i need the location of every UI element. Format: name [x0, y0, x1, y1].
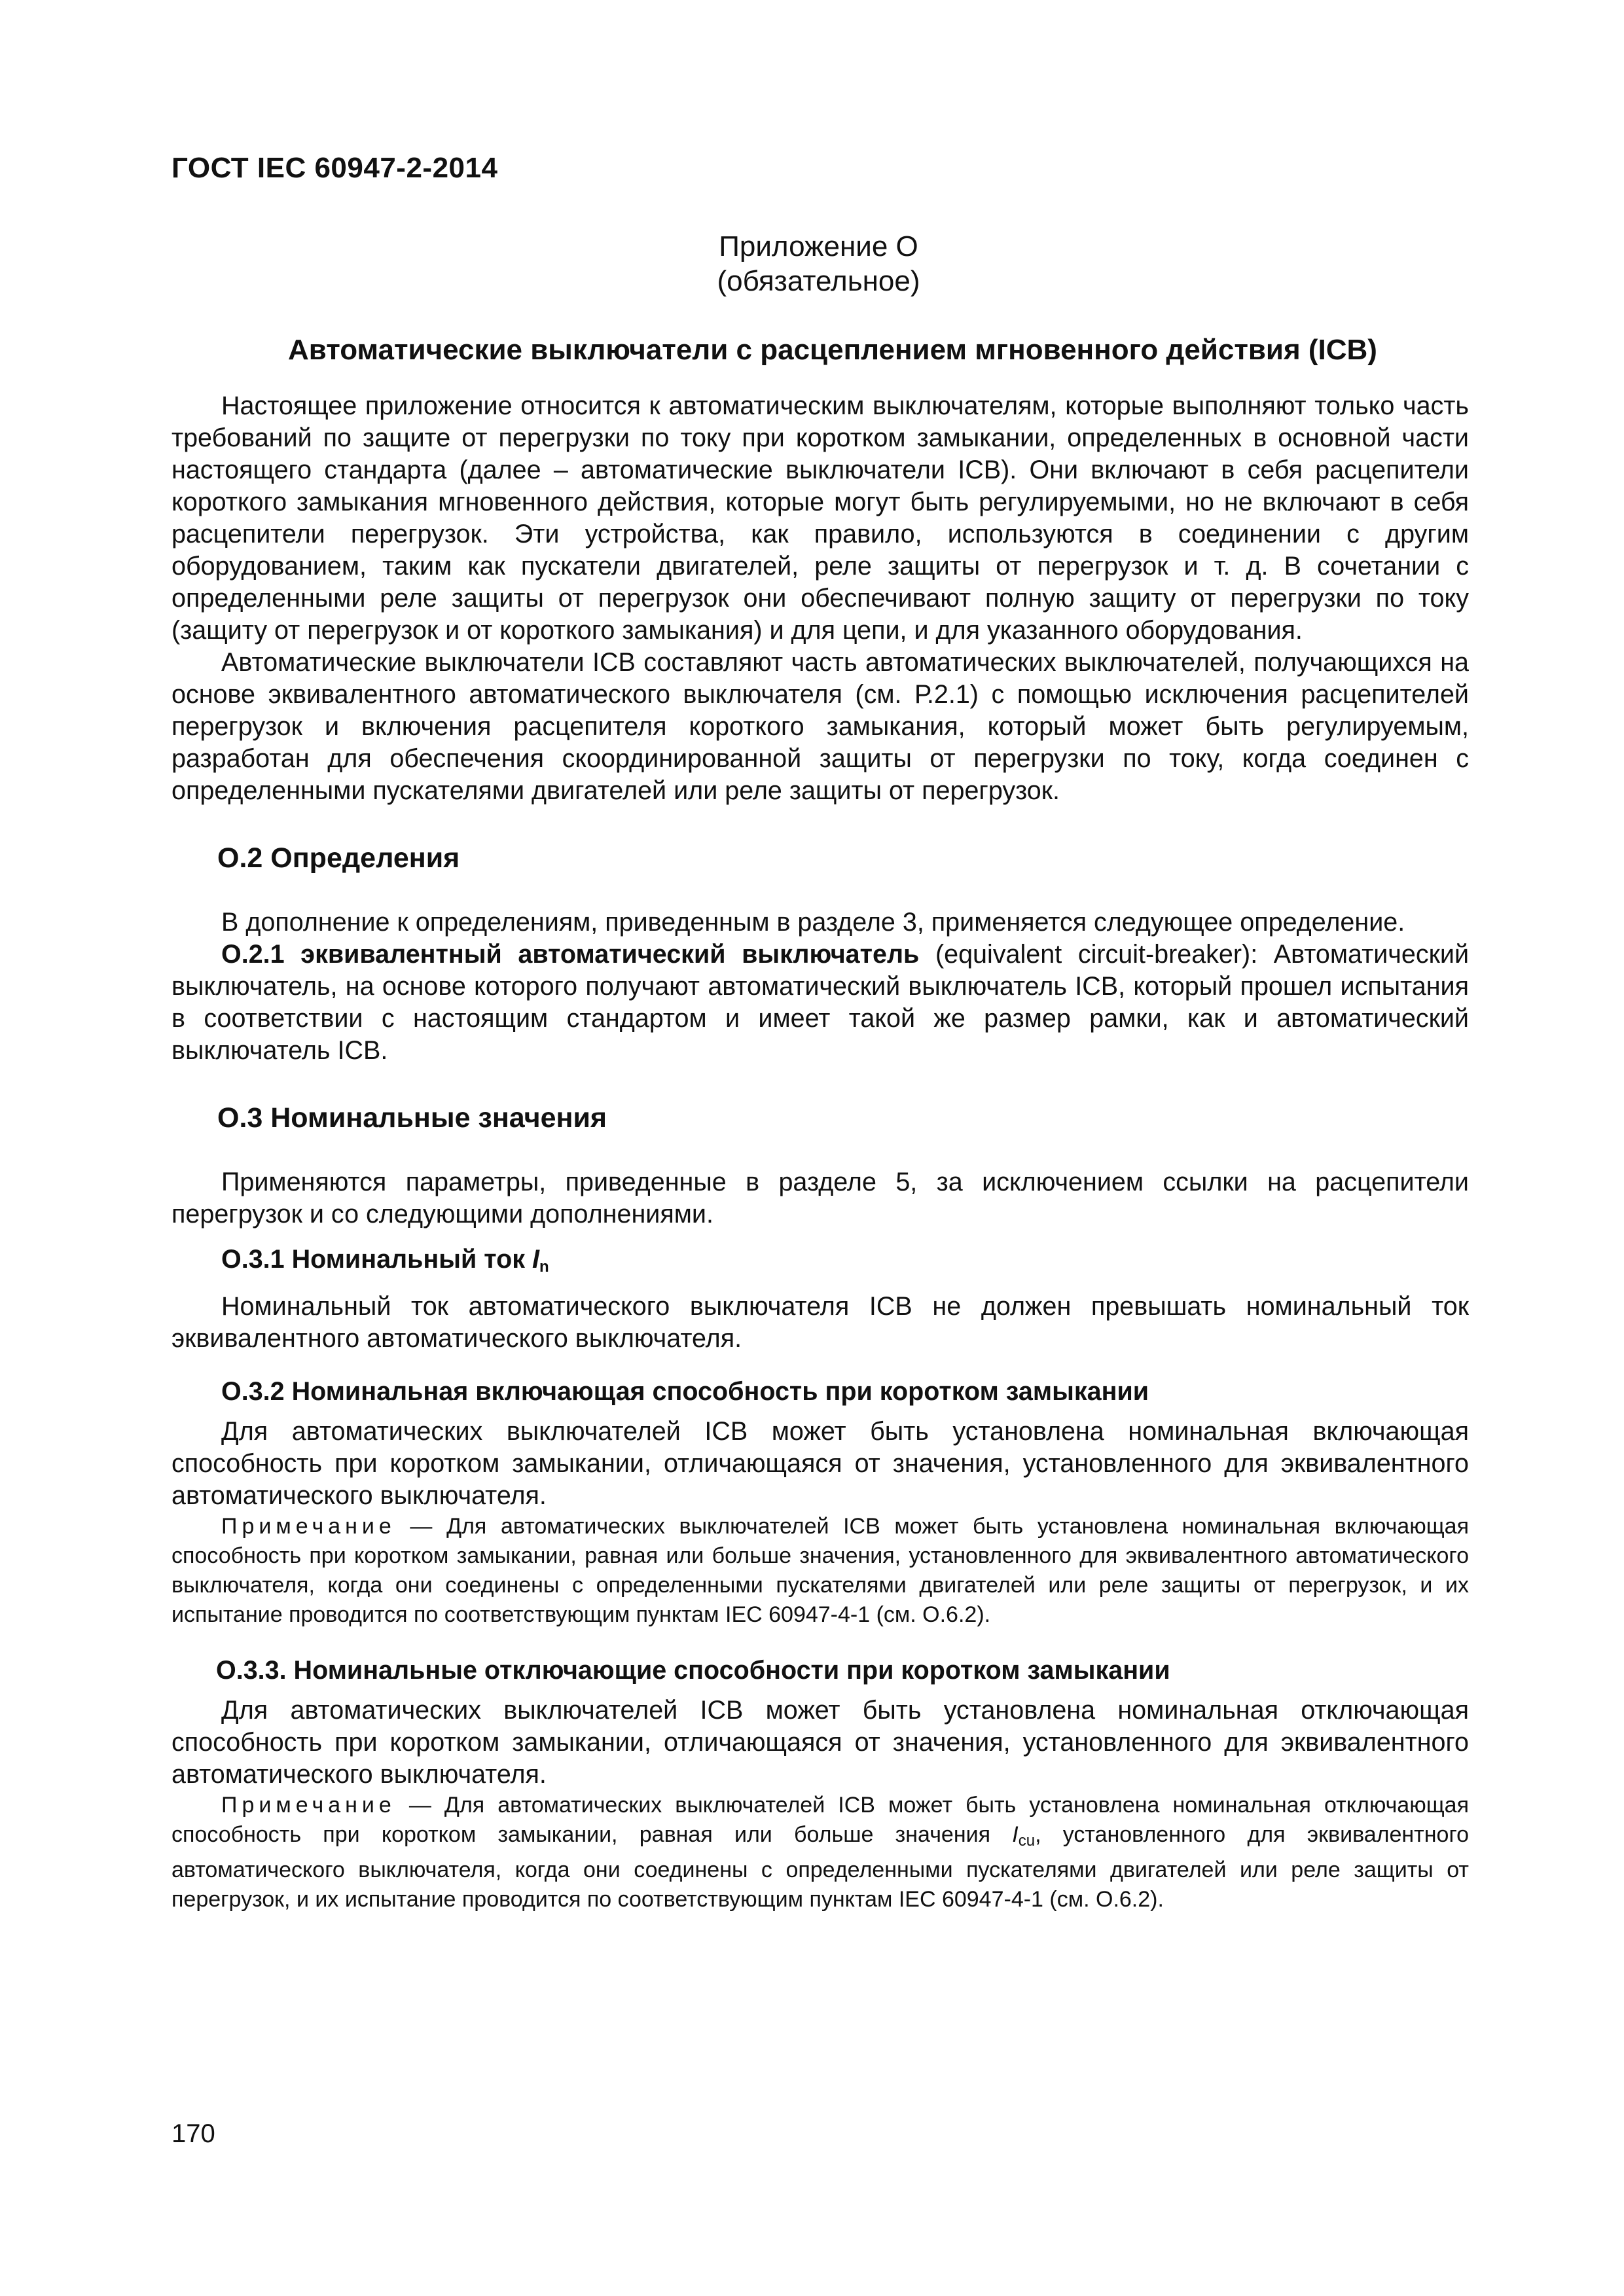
section-o31-title: О.3.1 Номинальный ток — [221, 1245, 525, 1274]
note-label: Примечание — [221, 1793, 396, 1818]
section-o31-heading — [221, 1244, 1469, 1283]
rated-current-symbol: I — [532, 1245, 539, 1274]
section-o32-heading: О.3.2 Номинальная включающая способность при коротком замыкании — [221, 1377, 1149, 1406]
intro-paragraph-1: Настоящее приложение относится к автоматическим выключателям, которые выполняют только часть требований по защите от перегрузки по току при коротком замыкании, определенных в основной части настоящего стандарта (далее – автоматические выключатели ICB). Они включают в себя расцепители короткого замыкания мгновенного действия, которые могут быть регулируемыми, но не включают в себя расцепители перегрузок. Эти устройства, как правило, используются в соединении с другим оборудованием, таким как пускатели двигателей, реле защиты от перегрузок и т. д. В сочетании с определенными реле защиты от перегрузок они обеспечивают полную защиту от перегрузки по току (защиту от перегрузок и от короткого замыкания) и для цепи, и для указанного оборудования. — [171, 391, 1469, 645]
document-body — [171, 390, 1469, 1914]
definition-term-number: О.2.1 — [221, 940, 285, 969]
section-o33-heading: О.3.3. Номинальные отключающие способности при коротком замыкании — [216, 1656, 1170, 1685]
annex-kind: (обязательное) — [717, 265, 920, 297]
icu-symbol: I — [1012, 1822, 1019, 1847]
annex-heading: Автоматические выключатели с расцеплением мгновенного действия (ICB) — [288, 334, 1377, 366]
rated-current-subscript: n — [539, 1258, 549, 1276]
annex-title: Приложение О — [719, 230, 918, 262]
section-o2-paragraph: В дополнение к определениям, приведенным в разделе 3, применяется следующее определение. — [221, 908, 1405, 937]
section-o31-paragraph: Номинальный ток автоматического выключателя ICB не должен превышать номинальный ток эквивалентного автоматического выключателя. — [171, 1292, 1469, 1353]
definition-o21 — [171, 939, 1469, 1067]
section-o32-paragraph: Для автоматических выключателей ICB может быть установлена номинальная включающая способность при коротком замыкании, отличающаяся от значения, установленного для эквивалентного автоматического выключателя. — [171, 1417, 1469, 1510]
note-text-before: — Для автоматических выключателей ICB может быть установлена номинальная отключающая способность при коротком замыкании, равная или больше значения — [171, 1793, 1469, 1847]
standard-header: ГОСТ IEC 60947-2-2014 — [171, 152, 498, 184]
note-label: Примечание — [221, 1514, 396, 1539]
intro-paragraph-2: Автоматические выключатели ICB составляют часть автоматических выключателей, получающихся на основе эквивалентного автоматического выключателя (см. Р.2.1) с помощью исключения расцепителей перегрузок и включения расцепителя короткого замыкания, который может быть регулируемым, разработан для обеспечения скоординированной защиты от перегрузки по току, когда соединен с определенными пускателями двигателей или реле защиты от перегрузок. — [171, 648, 1469, 805]
note-text-after: , установленного для эквивалентного автоматического выключателя, когда они соединены с определенными пускателями двигателей или реле защиты от перегрузок, и их испытание проводится по соответствующим пунктам IEC 60947-4-1 (см. О.6.2). — [171, 1822, 1470, 1912]
definition-term-name: эквивалентный автоматический выключатель — [300, 940, 920, 969]
section-o3-heading: О.3 Номинальные значения — [217, 1102, 607, 1134]
section-o3-paragraph: Применяются параметры, приведенные в разделе 5, за исключением ссылки на расцепители перегрузок и со следующими дополнениями. — [171, 1168, 1469, 1229]
section-o32-note — [171, 1512, 1469, 1630]
note-text: — Для автоматических выключателей ICB может быть установлена номинальная включающая способность при коротком замыкании, равная или больше значения, установленного для эквивалентного автоматического выключателя, когда они соединены с определенными пускателями двигателей или реле защиты от перегрузок, и их испытание проводится по соответствующим пунктам IEC 60947-4-1 (см. О.6.2). — [171, 1514, 1469, 1627]
section-o2-heading: О.2 Определения — [217, 842, 460, 874]
definition-term-text: (equivalent circuit-breaker): Автоматический выключатель, на основе которого получают автоматический выключатель ICB, который прошел испытания в соответствии с настоящим стандартом и имеет такой же размер рамки, как и автоматический выключатель ICB. — [171, 940, 1470, 1065]
icu-subscript: cu — [1018, 1832, 1036, 1850]
section-o33-paragraph: Для автоматических выключателей ICB может быть установлена номинальная отключающая способность при коротком замыкании, отличающаяся от значения, установленного для эквивалентного автоматического выключателя. — [171, 1696, 1469, 1789]
page-number: 170 — [171, 2119, 215, 2148]
section-o33-note — [171, 1791, 1469, 1914]
